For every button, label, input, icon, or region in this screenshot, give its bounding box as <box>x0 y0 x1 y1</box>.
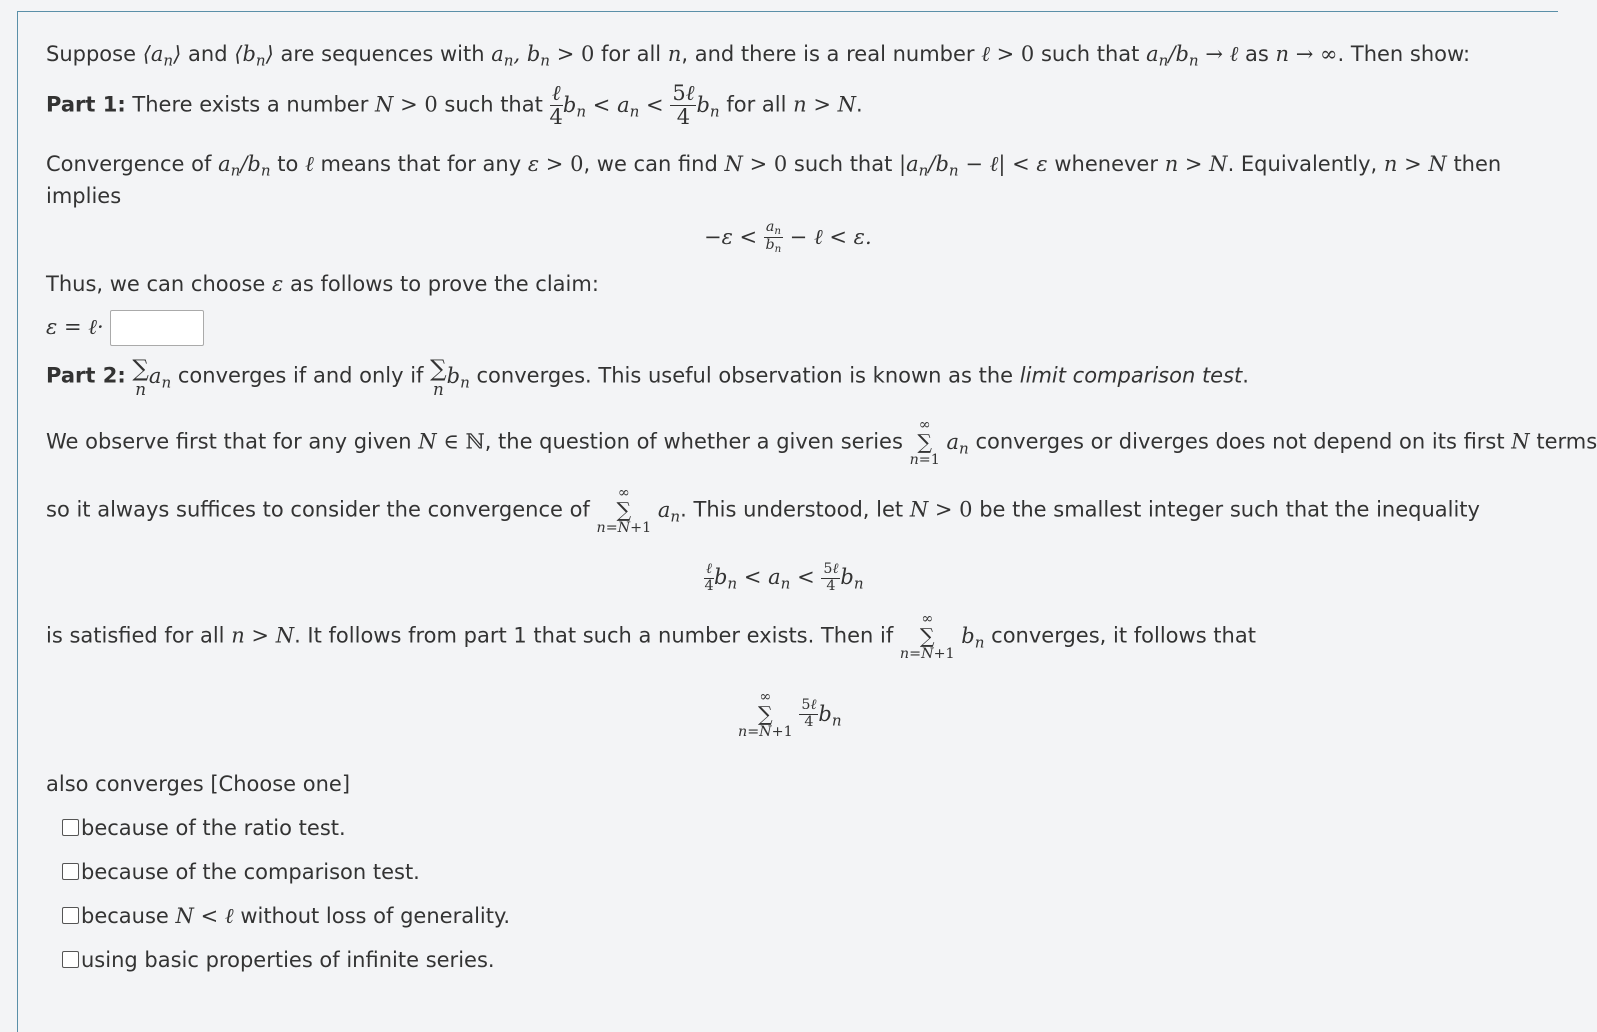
text: such that <box>1040 42 1140 66</box>
option-label: because <box>81 904 169 928</box>
math: N ∈ ℕ <box>418 429 485 454</box>
display-inequality-2: $\frac{\text{ℓ}}{4}$ $b_n < a_n$ < $\frac{\text{5ℓ}}{4}$ $b_n$ <box>704 561 864 594</box>
convergence-line <box>46 152 1501 180</box>
option-comparison-test[interactable] <box>62 860 420 884</box>
text: , we can find <box>583 152 718 176</box>
text: are sequences with <box>280 42 485 66</box>
math: $b_n$ <box>696 92 720 121</box>
math: $a_n$ <box>946 429 969 458</box>
math: ε <box>272 272 284 296</box>
math: n > N <box>1164 152 1228 176</box>
option-label: because of the ratio test. <box>81 816 346 840</box>
choose-line <box>46 272 599 297</box>
math: $a_n$, $b_n > 0$ <box>491 42 595 70</box>
math: n <box>667 42 682 66</box>
text: , and there is a real number <box>681 42 975 66</box>
math: $b_n$ <box>961 623 985 652</box>
observe-line <box>46 418 1597 467</box>
math: $⟨a_n⟩$ <box>142 42 182 70</box>
part1-label: Part 1: <box>46 92 126 117</box>
text: , the question of whether a given series <box>484 429 903 454</box>
text: for all <box>601 42 662 66</box>
text: be the smallest integer such that the inequality <box>979 497 1480 522</box>
text: to <box>277 152 299 176</box>
text: Suppose <box>46 42 137 66</box>
math: n > N <box>231 623 295 648</box>
math: ε > 0 <box>527 152 584 176</box>
epsilon-prefix: ε = ℓ· <box>46 315 104 339</box>
text: . This understood, let <box>680 497 904 522</box>
text: then <box>1453 152 1502 176</box>
option-ratio-test[interactable] <box>62 816 346 840</box>
option-basic-properties[interactable] <box>62 948 495 972</box>
sum-n1-to-inf: ∞ ∑ n=1 <box>909 417 940 468</box>
epsilon-row <box>46 310 204 346</box>
option-checkbox[interactable] <box>62 951 79 968</box>
text: converges if and only if <box>177 363 424 388</box>
math: $a_n/b_n$ <box>218 152 271 180</box>
display-inequality: −ε < $\frac{a_n}{b_n}$ − ℓ < ε. <box>704 219 872 256</box>
math: $|a_n/b_n$ − ℓ| < ε <box>899 152 1048 180</box>
text: terms <box>1536 429 1597 454</box>
text: converges or diverges does not depend on its first <box>975 429 1505 454</box>
text: as <box>1245 42 1269 66</box>
math: n > N <box>793 92 856 117</box>
text: . <box>1242 363 1249 388</box>
intro-line <box>46 42 1470 70</box>
fraction-an-over-bn: $\frac{a_n}{b_n}$ <box>765 219 782 256</box>
text: . Equivalently, <box>1227 152 1378 176</box>
math: N > 0 <box>724 152 788 176</box>
text: . <box>855 92 863 117</box>
text: means that for any <box>320 152 522 176</box>
fraction-5l-over-4: $\frac{\text{5ℓ}}{4}$ <box>672 81 695 130</box>
option-label: using basic properties of infinite series. <box>81 948 495 972</box>
text: There exists a number <box>132 92 369 117</box>
math: n → ∞ <box>1275 42 1338 66</box>
text: such that <box>793 152 893 176</box>
text: converges. This useful observation is known as the <box>476 363 1014 388</box>
text: . It follows from part 1 that such a number exists. Then if <box>294 623 894 648</box>
sum-over-n: ∑ n <box>132 356 149 400</box>
choose-one-prompt: also converges [Choose one] <box>46 772 351 796</box>
option-checkbox[interactable] <box>62 907 79 924</box>
sum-N1-to-inf: ∞ ∑ n=N+1 <box>596 485 652 536</box>
option-checkbox[interactable] <box>62 819 79 836</box>
math: ℓ <box>305 152 314 176</box>
satisfied-line <box>46 612 1256 661</box>
math: $⟨b_n⟩$ <box>234 42 274 70</box>
math: N > 0 <box>375 92 438 117</box>
sum-over-n: ∑ n <box>430 356 447 400</box>
math: N < ℓ <box>175 904 234 928</box>
display-sum: ∞ ∑ n=N+1 $\frac{\text{5ℓ}}{4}$ $b_n$ <box>738 689 842 740</box>
part1-line <box>46 82 863 129</box>
suffice-line <box>46 486 1480 535</box>
text: converges, it follows that <box>991 623 1256 648</box>
text: such that <box>444 92 543 117</box>
math: $a_n$ <box>657 497 681 526</box>
math: ℓ > 0 <box>981 42 1035 66</box>
text: as follows to prove the claim: <box>289 272 599 296</box>
epsilon-answer-input[interactable] <box>110 310 204 346</box>
text: so it always suffices to consider the convergence of <box>46 497 590 522</box>
math: $b_n$ <box>446 363 470 392</box>
part2-label: Part 2: <box>46 363 126 388</box>
math: $a_n/b_n$ → ℓ <box>1146 42 1239 70</box>
option-label: without loss of generality. <box>240 904 511 928</box>
text: Thus, we can choose <box>46 272 266 296</box>
option-checkbox[interactable] <box>62 863 79 880</box>
implies-text: implies <box>46 184 122 208</box>
text: Convergence of <box>46 152 212 176</box>
text: whenever <box>1054 152 1158 176</box>
fraction-l-over-4: $\frac{\text{ℓ}}{4}$ <box>549 81 563 130</box>
text: for all <box>726 92 787 117</box>
math: $b_n < a_n$ < <box>562 92 664 121</box>
text: We observe first that for any given <box>46 429 412 454</box>
math: $a_n$ <box>148 363 172 392</box>
text: . Then show: <box>1337 42 1471 66</box>
option-label: because of the comparison test. <box>81 860 420 884</box>
math: n > N <box>1383 152 1447 176</box>
limit-comparison-test-term: limit comparison test <box>1019 363 1243 388</box>
option-n-less-than-l[interactable] <box>62 904 510 929</box>
sum-N1-to-inf: ∞ ∑ n=N+1 <box>899 611 955 662</box>
part2-line <box>46 358 1249 398</box>
math: N <box>1511 429 1530 454</box>
text: and <box>188 42 228 66</box>
math: N > 0 <box>909 497 973 522</box>
text: is satisfied for all <box>46 623 225 648</box>
